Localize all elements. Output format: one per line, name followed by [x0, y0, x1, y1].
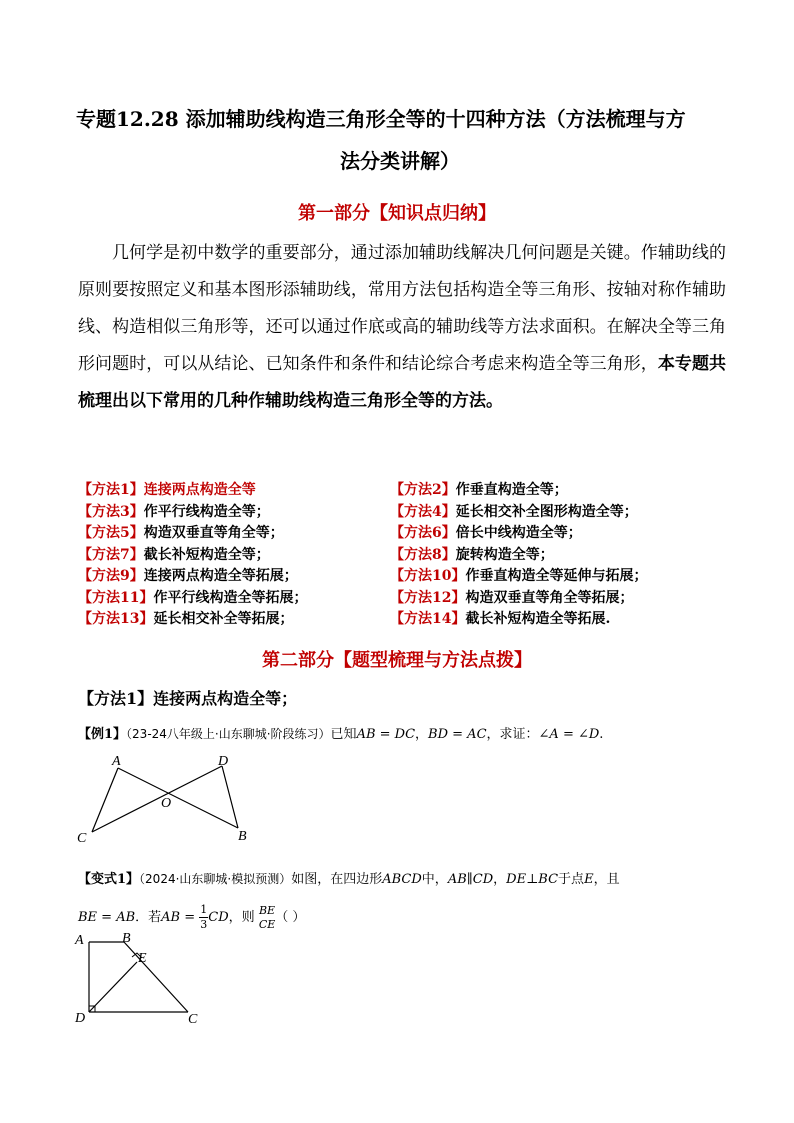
variant1-equal: BE = AB	[78, 910, 136, 925]
method-item	[78, 609, 390, 631]
example1-figure	[70, 748, 270, 848]
example1-condition-2: BD = AC	[428, 727, 487, 742]
variant1-text-b: 中，	[421, 872, 448, 887]
example1	[78, 723, 603, 742]
method-item	[390, 502, 702, 524]
fig2-label-e: E	[138, 951, 147, 966]
method-tag: 【方法10】	[390, 568, 466, 584]
method-item	[78, 502, 390, 524]
method-item	[390, 566, 702, 588]
method-item	[390, 523, 702, 545]
method-tag: 【方法9】	[78, 568, 144, 584]
fig1-label-d: D	[218, 754, 229, 769]
method-tag: 【方法1】	[78, 482, 144, 498]
method-item	[78, 588, 390, 610]
method-row	[78, 545, 718, 567]
example1-text: 已知	[330, 727, 357, 742]
method-item	[390, 545, 702, 567]
method-text: 作平行线构造全等拓展；	[153, 589, 308, 606]
method-text: 连接两点构造全等拓展；	[143, 568, 298, 584]
example1-source: （23-24八年级上·山东聊城·阶段练习）	[126, 727, 331, 741]
variant1-parallel: AB∥CD	[447, 872, 494, 887]
method-text: 延长相交补全图形构造全等；	[455, 503, 638, 520]
answer-blank: （ ）	[275, 910, 306, 925]
variant1-sep: ，	[493, 872, 507, 887]
variant1-perp: DE⊥BC	[506, 872, 559, 887]
variant1-tag: 【变式1】	[78, 872, 140, 887]
ratio-numerator: BE	[258, 903, 276, 917]
method-row	[78, 588, 718, 610]
variant1-point: E	[584, 872, 594, 887]
fig1-label-a: A	[112, 754, 121, 769]
variant1-figure	[70, 930, 220, 1030]
variant1-ratio	[259, 904, 275, 932]
method-text: 连接两点构造全等	[143, 482, 256, 498]
variant1-text-a: 如图，在四边形	[291, 872, 383, 887]
title-line-1: 专题12.28 添加辅助线构造三角形全等的十四种方法（方法梳理与方	[76, 107, 686, 131]
fig2-label-d: D	[75, 1011, 86, 1026]
variant1-text-e: ．若	[135, 910, 162, 925]
part1-heading: 第一部分【知识点归纳】	[298, 203, 496, 224]
intro-bold-text: 本专题共梳理出以下常用的几种作辅助线构造三角形全等的方法。	[78, 354, 727, 411]
method-text: 倍长中线构造全等；	[455, 525, 582, 541]
method-tag: 【方法2】	[390, 482, 456, 498]
methods-list	[78, 480, 718, 631]
method-text: 旋转构造全等；	[455, 546, 554, 563]
method-text: 构造双垂直等角全等拓展；	[465, 589, 634, 606]
method-item	[78, 545, 390, 567]
variant1-text-d: ，且	[593, 872, 620, 887]
method-tag: 【方法4】	[390, 503, 456, 520]
method-text: 作平行线构造全等；	[143, 503, 270, 520]
variant1-lhs: AB =	[161, 910, 196, 925]
variant1-quad: ABCD	[382, 872, 422, 887]
method-item	[390, 609, 702, 631]
method-item	[390, 588, 702, 610]
method-item	[78, 523, 390, 545]
example1-goal: ∠A = ∠D	[538, 727, 600, 742]
variant1	[78, 860, 718, 937]
variant1-fraction	[199, 903, 208, 932]
method-text: 作垂直构造全等延伸与拓展；	[465, 568, 648, 584]
method-row	[78, 609, 718, 631]
variant1-line1	[78, 860, 718, 899]
method-tag: 【方法8】	[390, 546, 456, 563]
variant1-text-c: 于点	[558, 872, 585, 887]
fig2-label-b: B	[122, 931, 131, 946]
method-text: 构造双垂直等角全等；	[143, 525, 284, 541]
method-tag: 【方法6】	[390, 525, 456, 541]
intro-text: 几何学是初中数学的重要部分，通过添加辅助线解决几何问题是关键。作辅助线的原则要按照定义和基本图形添辅助线，常用方法包括构造全等三角形、按轴对称作辅助线、构造相似三角形等，还可以通过作底或高的辅助线等方法求面积。在解决全等三角形问题时，可以从结论、已知条件和条件和结论综合考虑来构造全等三角形，	[78, 243, 726, 374]
method-tag: 【方法5】	[78, 525, 144, 541]
method-item	[390, 480, 702, 502]
method1-heading: 【方法1】连接两点构造全等；	[78, 689, 298, 708]
example1-end: .	[599, 727, 604, 742]
document-title	[76, 98, 724, 182]
method-row	[78, 502, 718, 524]
frac-numerator: 1	[200, 903, 208, 916]
variant1-source: （2024·山东聊城·模拟预测）	[139, 872, 292, 886]
method-text: 作垂直构造全等；	[455, 482, 568, 498]
method-text: 延长相交补全等拓展；	[153, 611, 294, 627]
method-text: 截长补短构造全等拓展.	[465, 611, 611, 627]
fig1-label-o: O	[161, 796, 172, 811]
method-text: 截长补短构造全等；	[143, 546, 270, 563]
title-line-2: 法分类讲解）	[340, 149, 460, 173]
example1-prove-text: ，求证：	[486, 727, 539, 742]
example1-condition-1: AB = DC	[356, 727, 416, 742]
method-tag: 【方法13】	[78, 611, 154, 627]
fig2-label-c: C	[188, 1012, 198, 1027]
example1-sep: ，	[415, 727, 429, 742]
part2-heading: 第二部分【题型梳理与方法点拨】	[262, 650, 532, 671]
method-tag: 【方法12】	[390, 589, 466, 606]
method-row	[78, 480, 718, 502]
fig1-label-b: B	[238, 829, 247, 844]
intro-paragraph	[78, 235, 726, 420]
variant1-text-f: ，则	[228, 910, 255, 925]
example1-tag: 【例1】	[78, 727, 127, 742]
ratio-denominator: CE	[258, 917, 276, 931]
method-item	[78, 480, 390, 502]
frac-denominator: 3	[200, 918, 208, 931]
method-tag: 【方法11】	[78, 589, 154, 606]
variant1-rhs: CD	[208, 910, 229, 925]
method-tag: 【方法3】	[78, 503, 144, 520]
fig1-label-c: C	[77, 831, 87, 846]
method-tag: 【方法7】	[78, 546, 144, 563]
method-row	[78, 523, 718, 545]
method-row	[78, 566, 718, 588]
method-item	[78, 566, 390, 588]
method-tag: 【方法14】	[390, 611, 466, 627]
fig2-label-a: A	[75, 933, 84, 948]
